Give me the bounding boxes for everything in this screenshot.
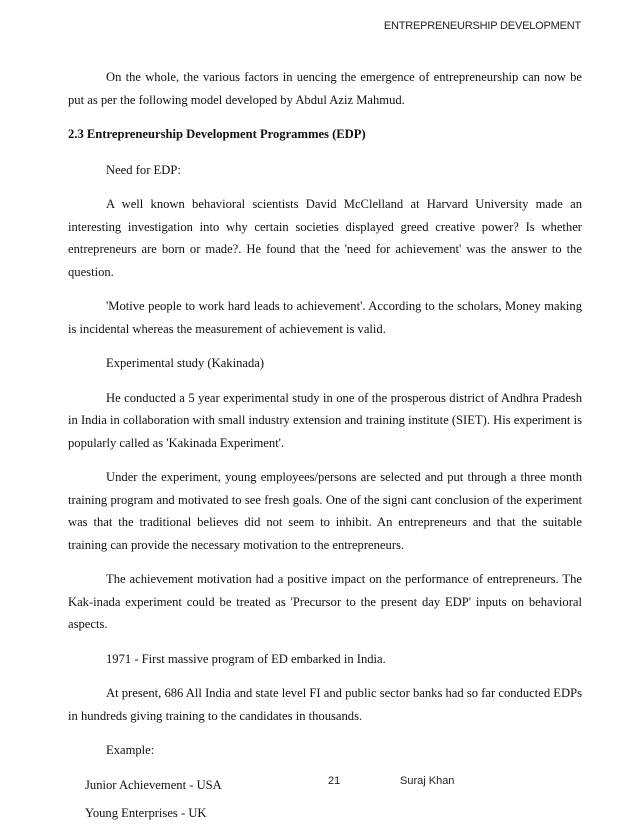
paragraph-kakinada: He conducted a 5 year experimental study in one of the prosperous district of Andhra Pradesh in India in collaboration with small industry extension and training institute (SIET). His experiment is popularly called as 'Kakinada Experiment'. xyxy=(68,390,582,450)
section-heading: 2.3 Entrepreneurship Development Programmes (EDP) xyxy=(68,127,366,141)
footer-author: Suraj Khan xyxy=(400,775,455,787)
paragraph-mcclelland: A well known behavioral scientists David McClelland at Harvard University made an interesting investigation into why certain societies displayed greed creative power? Is whether entrepreneurs are born or made?. He found that the 'need for achievement' was the answer to the question. xyxy=(68,197,582,279)
running-header: ENTREPRENEURSHIP DEVELOPMENT xyxy=(383,20,581,32)
paragraph-1971: 1971 - First massive program of ED embarked in India. xyxy=(106,651,386,666)
example-label: Example: xyxy=(106,743,155,757)
paragraph-present: At present, 686 All India and state level FI and public sector banks had so far conducted EDPs in hundreds giving training to the candidates in thousands. xyxy=(68,686,582,723)
paragraph-achievement: The achievement motivation had a positive impact on the performance of entrepreneurs. The Kak-inada experiment could be treated as 'Precursor to the present day EDP' inputs on behavioral aspects. xyxy=(68,572,582,631)
example-item-usa: Junior Achievement - USA xyxy=(85,777,222,792)
subheading-experimental-study: Experimental study (Kakinada) xyxy=(106,356,265,370)
paragraph-experiment: Under the experiment, young employees/persons are selected and put through a three month training program and motivated to see fresh goals. One of the signi cant conclusion of the experiment was that the traditional believes did not seem to inhibit. An entrepreneurs and that the suitable training can provide the necessary motivation to the entrepreneurs. xyxy=(68,470,582,552)
document-body xyxy=(68,66,582,831)
paragraph-motive: 'Motive people to work hard leads to achievement'. According to the scholars, Money making is incidental whereas the measurement of achievement is valid. xyxy=(68,299,582,336)
paragraph-intro: On the whole, the various factors in uencing the emergence of entrepreneurship can now be put as per the following model developed by Abdul Aziz Mahmud. xyxy=(68,70,582,107)
subheading-need-for-edp: Need for EDP: xyxy=(106,162,181,177)
example-item-uk: Young Enterprises - UK xyxy=(85,806,207,820)
page-number: 21 xyxy=(328,775,341,787)
